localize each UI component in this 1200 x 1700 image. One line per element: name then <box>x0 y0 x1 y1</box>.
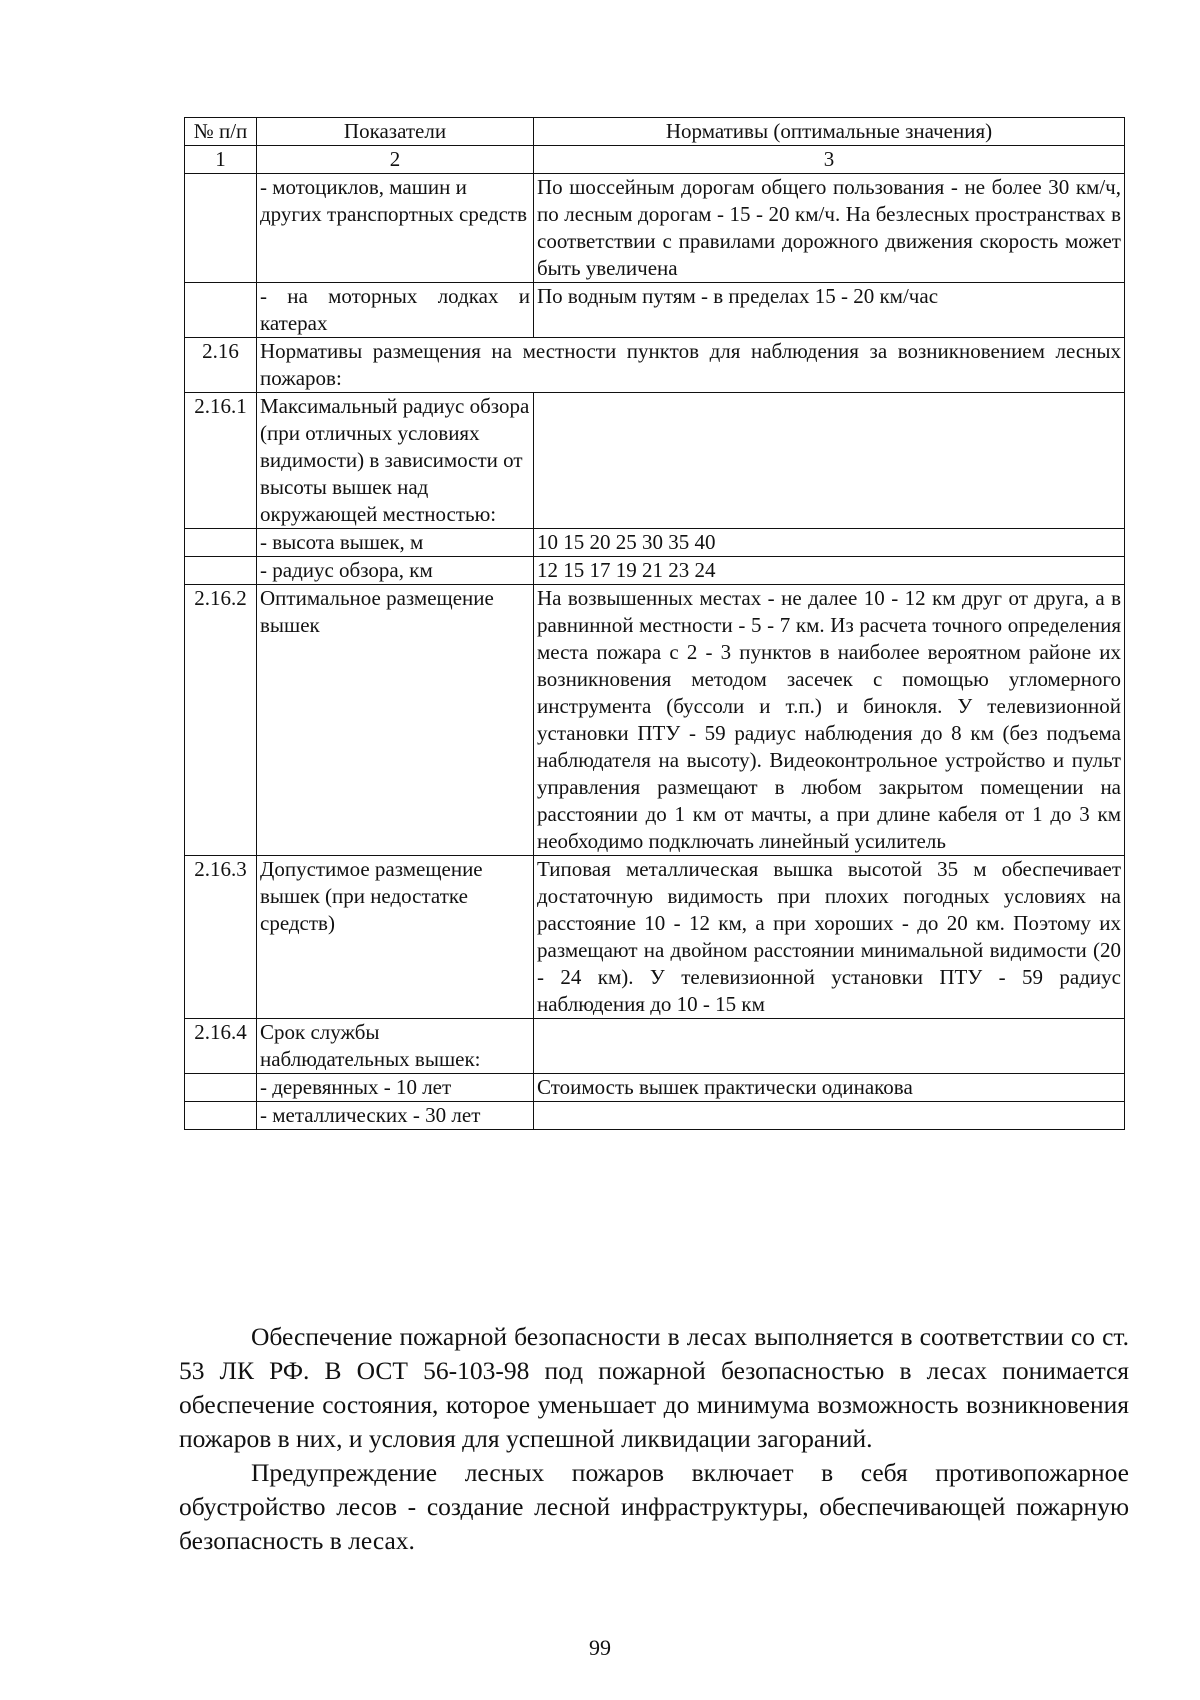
header-indicators: Показатели <box>257 118 534 146</box>
row-norm: По водным путям - в пределах 15 - 20 км/час <box>534 283 1125 338</box>
row-norm: На возвышенных местах - не далее 10 - 12 км друг от друга, а в равнинной местности - 5 - 7 км. Из расчета точного определения места пожара с 2 - 3 пунктов в наиболее вероятном районе их возникновения методом засечек с помощью угломерного инструмента (буссоли и т.п.) и бинокля. У телевизионной установки ПТУ - 59 радиус наблюдения до 8 км (без подъема наблюдателя на высоту). Видеоконтрольное устройство и пульт управления размещают в любом закрытом помещении на расстоянии до 1 км от мачты, а при длине кабеля от 1 до 3 км необходимо подключать линейный усилитель <box>534 585 1125 856</box>
paragraph: Предупреждение лесных пожаров включает в себя противопожарное обустройство лесов - создание лесной инфраструктуры, обеспечивающей пожарную безопасность в лесах. <box>179 1458 1129 1555</box>
row-indicator: Оптимальное размещение вышек <box>257 585 534 856</box>
row-norm <box>534 1019 1125 1074</box>
row-number <box>185 557 257 585</box>
row-norm: 10 15 20 25 30 35 40 <box>534 529 1125 557</box>
table-row <box>185 1074 1125 1102</box>
column-number: 1 <box>185 146 257 174</box>
column-number: 3 <box>534 146 1125 174</box>
page-number: 99 <box>589 1635 611 1660</box>
table-row <box>185 856 1125 1019</box>
header-norms: Нормативы (оптимальные значения) <box>534 118 1125 146</box>
row-indicator: - на моторных лодках и катерах <box>257 283 534 338</box>
table-row <box>185 1102 1125 1130</box>
table-row <box>185 585 1125 856</box>
row-number <box>185 1102 257 1130</box>
row-indicator: Допустимое размещение вышек (при недостатке средств) <box>257 856 534 1019</box>
row-number <box>185 1074 257 1102</box>
row-indicator: Максимальный радиус обзора (при отличных условиях видимости) в зависимости от высоты вышек над окружающей местностью: <box>257 393 534 529</box>
row-norm <box>534 1102 1125 1130</box>
row-norm: 12 15 17 19 21 23 24 <box>534 557 1125 585</box>
row-norm: Типовая металлическая вышка высотой 35 м обеспечивает достаточную видимость при плохих погодных условиях на расстояние 10 - 12 км, а при хороших - до 20 км. Поэтому их размещают на двойном расстоянии минимальной видимости (20 - 24 км). У телевизионной установки ПТУ - 59 радиус наблюдения до 10 - 15 км <box>534 856 1125 1019</box>
header-num: № п/п <box>185 118 257 146</box>
table-row <box>185 1019 1125 1074</box>
row-norm: Стоимость вышек практически одинакова <box>534 1074 1125 1102</box>
row-indicator: Срок службы наблюдательных вышек: <box>257 1019 534 1074</box>
row-number <box>185 529 257 557</box>
table-row <box>185 283 1125 338</box>
row-number <box>185 283 257 338</box>
row-number <box>185 174 257 283</box>
paragraph: Обеспечение пожарной безопасности в лесах выполняется в соответствии со ст. 53 ЛК РФ. В ОСТ 56-103-98 под пожарной безопасностью в лесах понимается обеспечение состояния, которое уменьшает до минимума возможность возникновения пожаров в них, и условия для успешной ликвидации загораний. <box>179 1322 1129 1453</box>
table-row <box>185 557 1125 585</box>
row-indicator: - высота вышек, м <box>257 529 534 557</box>
row-indicator: - радиус обзора, км <box>257 557 534 585</box>
column-number: 2 <box>257 146 534 174</box>
row-section-title: Нормативы размещения на местности пунктов для наблюдения за возникновением лесных пожаров: <box>257 338 1125 393</box>
table-header-row <box>185 118 1125 146</box>
row-number: 2.16.2 <box>185 585 257 856</box>
table-row <box>185 338 1125 393</box>
row-norm: По шоссейным дорогам общего пользования - не более 30 км/ч, по лесным дорогам - 15 - 20 км/ч. На безлесных пространствах в соответствии с правилами дорожного движения скорость может быть увеличена <box>534 174 1125 283</box>
row-number: 2.16 <box>185 338 257 393</box>
table-row <box>185 529 1125 557</box>
table-row <box>185 393 1125 529</box>
row-indicator: - металлических - 30 лет <box>257 1102 534 1130</box>
row-number: 2.16.4 <box>185 1019 257 1074</box>
body-text <box>179 1320 1129 1558</box>
row-number: 2.16.3 <box>185 856 257 1019</box>
row-number: 2.16.1 <box>185 393 257 529</box>
row-norm <box>534 393 1125 529</box>
table-row <box>185 174 1125 283</box>
row-indicator: - деревянных - 10 лет <box>257 1074 534 1102</box>
table-column-numbers-row <box>185 146 1125 174</box>
row-indicator: - мотоциклов, машин и других транспортных средств <box>257 174 534 283</box>
norms-table <box>184 117 1125 1130</box>
